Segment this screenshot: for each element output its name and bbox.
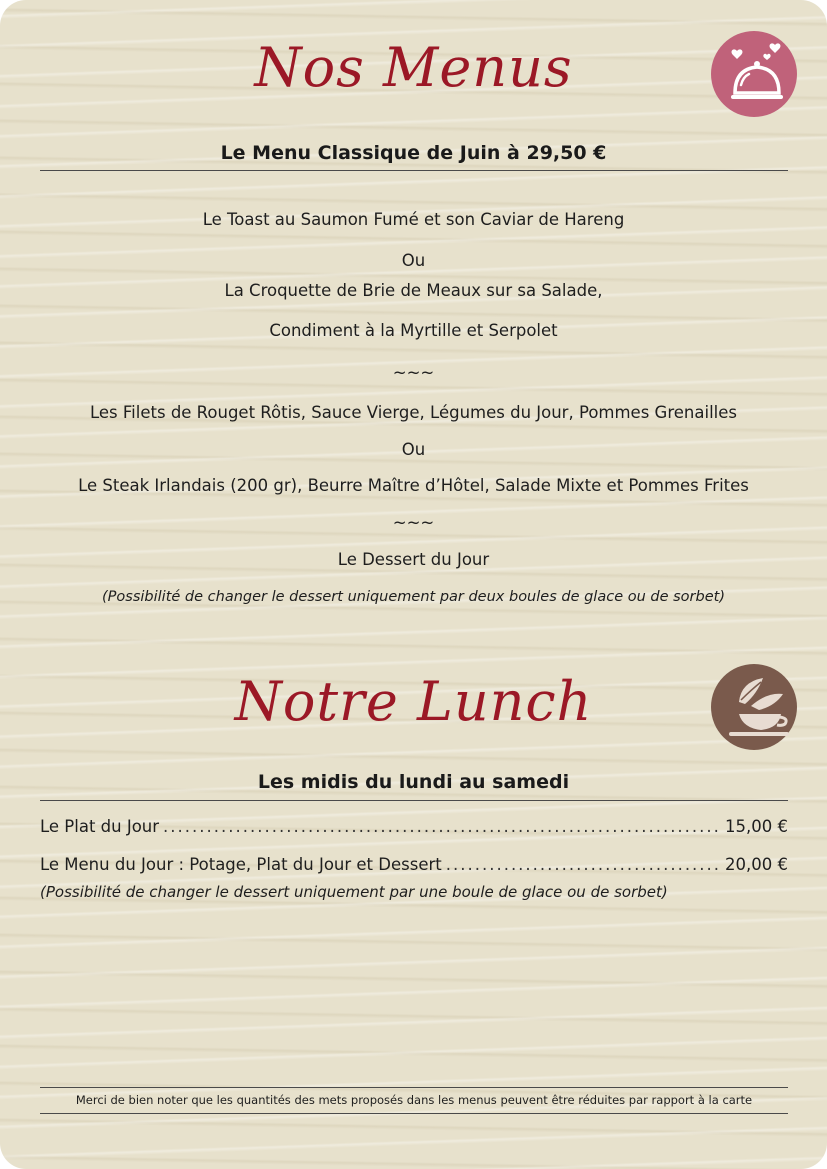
cloche-hearts-icon [711, 31, 797, 117]
menu-line: Le Toast au Saumon Fumé et son Caviar de Hareng [202, 210, 625, 229]
lunch-item-label: Le Menu du Jour : Potage, Plat du Jour et Dessert [40, 855, 442, 874]
menu-line: La Croquette de Brie de Meaux sur sa Salade, [224, 281, 603, 300]
footer-top-divider [40, 1087, 788, 1088]
teacup-leaf-icon [711, 664, 797, 750]
dot-leader [446, 855, 721, 874]
menu-line: Condiment à la Myrtille et Serpolet [269, 321, 558, 340]
lunch-dessert-note: (Possibilité de changer le dessert uniquement par une boule de glace ou de sorbet) [40, 883, 668, 901]
lunch-item-price: 20,00 € [725, 855, 788, 874]
dot-leader [163, 817, 721, 836]
menu-line: Les Filets de Rouget Rôtis, Sauce Vierge, Légumes du Jour, Pommes Grenailles [90, 403, 737, 422]
menu-heading-divider [40, 170, 788, 171]
lunch-item-row [40, 855, 788, 874]
menu-line: Ou [401, 440, 426, 459]
footer-note: Merci de bien noter que les quantités des mets proposés dans les menus peuvent être réduites par rapport à la carte [75, 1093, 753, 1107]
lunch-item-price: 15,00 € [725, 817, 788, 836]
menu-dessert-note: (Possibilité de changer le dessert uniquement par deux boules de glace ou de sorbet) [102, 589, 725, 605]
menu-line: Le Dessert du Jour [337, 550, 490, 569]
menus-title: Nos Menus [254, 36, 573, 99]
menu-line: Ou [401, 251, 426, 270]
footer-bottom-divider [40, 1113, 788, 1114]
menu-separator: ~~~ [392, 513, 435, 532]
lunch-title: Notre Lunch [234, 670, 593, 733]
lunch-item-label: Le Plat du Jour [40, 817, 160, 836]
menu-heading: Le Menu Classique de Juin à 29,50 € [220, 142, 607, 164]
lunch-heading: Les midis du lundi au samedi [257, 771, 570, 793]
menu-separator: ~~~ [392, 363, 435, 382]
menu-line: Le Steak Irlandais (200 gr), Beurre Maître d’Hôtel, Salade Mixte et Pommes Frites [78, 476, 749, 495]
lunch-heading-divider [40, 800, 788, 801]
lunch-item-row [40, 817, 788, 836]
